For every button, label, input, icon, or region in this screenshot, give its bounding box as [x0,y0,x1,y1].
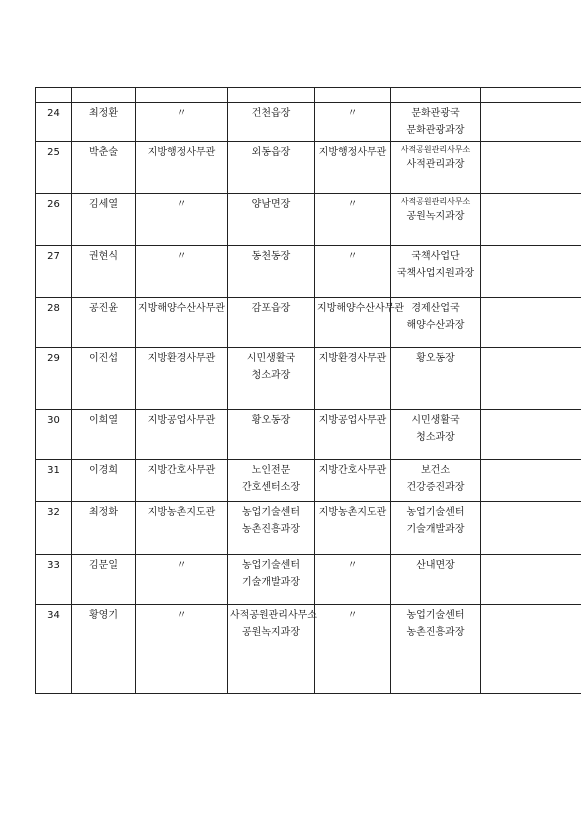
table-top-continuation [36,88,581,103]
remarks [481,605,581,694]
remarks [481,410,581,460]
new-rank: 지방해양수산사무관 [315,298,391,348]
new-rank: 〃 [315,555,391,605]
new-rank: 지방간호사무관 [315,460,391,502]
previous-rank: 지방행정사무관 [136,142,228,194]
new-post-line: 문화관광과장 [406,125,465,136]
employee-name: 공진윤 [72,298,136,348]
previous-rank: 지방간호사무관 [136,460,228,502]
employee-name: 권현식 [72,246,136,298]
previous-post: 노인전문 간호센터소장 [228,460,315,502]
new-post [391,298,481,348]
new-post [391,142,481,194]
employee-name: 박춘술 [72,142,136,194]
new-post-line: 건강증진과장 [406,482,465,493]
row-number: 28 [36,298,72,348]
employee-name: 김문일 [72,555,136,605]
remarks [481,555,581,605]
new-post-line: 국책사업지원과장 [396,268,475,279]
new-post-line: 산내면장 [416,560,455,571]
row-number: 26 [36,194,72,246]
new-rank: 지방농촌지도관 [315,502,391,555]
previous-post: 동천동장 [228,246,315,298]
new-post-line: 공원녹지과장 [406,211,465,222]
previous-post: 감포읍장 [228,298,315,348]
row-number: 31 [36,460,72,502]
remarks [481,246,581,298]
row-number: 30 [36,410,72,460]
previous-post: 외동읍장 [228,142,315,194]
new-post-line: 문화관광국 [411,108,460,119]
row-number: 27 [36,246,72,298]
table-row [36,460,581,502]
table-row [36,246,581,298]
previous-rank: 〃 [136,194,228,246]
new-rank: 지방공업사무관 [315,410,391,460]
remarks [481,348,581,410]
employee-name: 이희열 [72,410,136,460]
new-post [391,555,481,605]
previous-rank: 지방환경사무관 [136,348,228,410]
new-rank: 〃 [315,246,391,298]
new-post-line: 경제산업국 [411,303,460,314]
remarks [481,103,581,142]
previous-rank: 지방해양수산사무관 [136,298,228,348]
new-post [391,194,481,246]
row-number: 32 [36,502,72,555]
new-post [391,103,481,142]
row-number: 33 [36,555,72,605]
remarks [481,298,581,348]
new-post-line: 해양수산과장 [406,320,465,331]
new-post [391,410,481,460]
row-number: 34 [36,605,72,694]
new-rank: 지방환경사무관 [315,348,391,410]
previous-post: 사적공원관리사무소 공원녹지과장 [228,605,315,694]
table-row [36,194,581,246]
previous-rank: 〃 [136,103,228,142]
table-row [36,410,581,460]
new-post-line: 사적공원관리사무소 [400,197,471,206]
previous-post: 양남면장 [228,194,315,246]
employee-name: 이경희 [72,460,136,502]
previous-rank: 〃 [136,605,228,694]
new-post-line: 농업기술센터 [406,610,465,621]
previous-rank: 〃 [136,246,228,298]
employee-name: 이진섭 [72,348,136,410]
row-number: 29 [36,348,72,410]
table-row [36,348,581,410]
personnel-table [35,87,581,694]
table-row [36,605,581,694]
previous-post: 농업기술센터 농촌진흥과장 [228,502,315,555]
new-post-line: 기술개발과장 [406,524,465,535]
previous-rank: 〃 [136,555,228,605]
row-number: 25 [36,142,72,194]
employee-name: 황영기 [72,605,136,694]
new-rank: 〃 [315,194,391,246]
new-post-line: 사적공원관리사무소 [400,145,471,154]
table-row [36,298,581,348]
new-post [391,348,481,410]
previous-post: 농업기술센터 기술개발과장 [228,555,315,605]
new-rank: 〃 [315,103,391,142]
new-post-line: 국책사업단 [411,251,460,262]
new-post [391,605,481,694]
remarks [481,460,581,502]
new-post-line: 보건소 [421,465,450,476]
new-post-line: 농촌진흥과장 [406,627,465,638]
new-post-line: 청소과장 [416,432,455,443]
employee-name: 최정화 [72,502,136,555]
previous-post: 건천읍장 [228,103,315,142]
table-row [36,502,581,555]
previous-rank: 지방공업사무관 [136,410,228,460]
remarks [481,142,581,194]
employee-name: 김세열 [72,194,136,246]
new-post-line: 사적관리과장 [406,159,465,170]
remarks [481,194,581,246]
table-row [36,103,581,142]
table-row [36,555,581,605]
new-post-line: 황오동장 [416,353,455,364]
new-post [391,246,481,298]
new-rank: 〃 [315,605,391,694]
remarks [481,502,581,555]
new-post [391,460,481,502]
new-post-line: 농업기술센터 [406,507,465,518]
new-post-line: 시민생활국 [411,415,460,426]
previous-post: 시민생활국 청소과장 [228,348,315,410]
row-number: 24 [36,103,72,142]
employee-name: 최정환 [72,103,136,142]
previous-rank: 지방농촌지도관 [136,502,228,555]
new-post [391,502,481,555]
table-row [36,142,581,194]
previous-post: 황오동장 [228,410,315,460]
new-rank: 지방행정사무관 [315,142,391,194]
